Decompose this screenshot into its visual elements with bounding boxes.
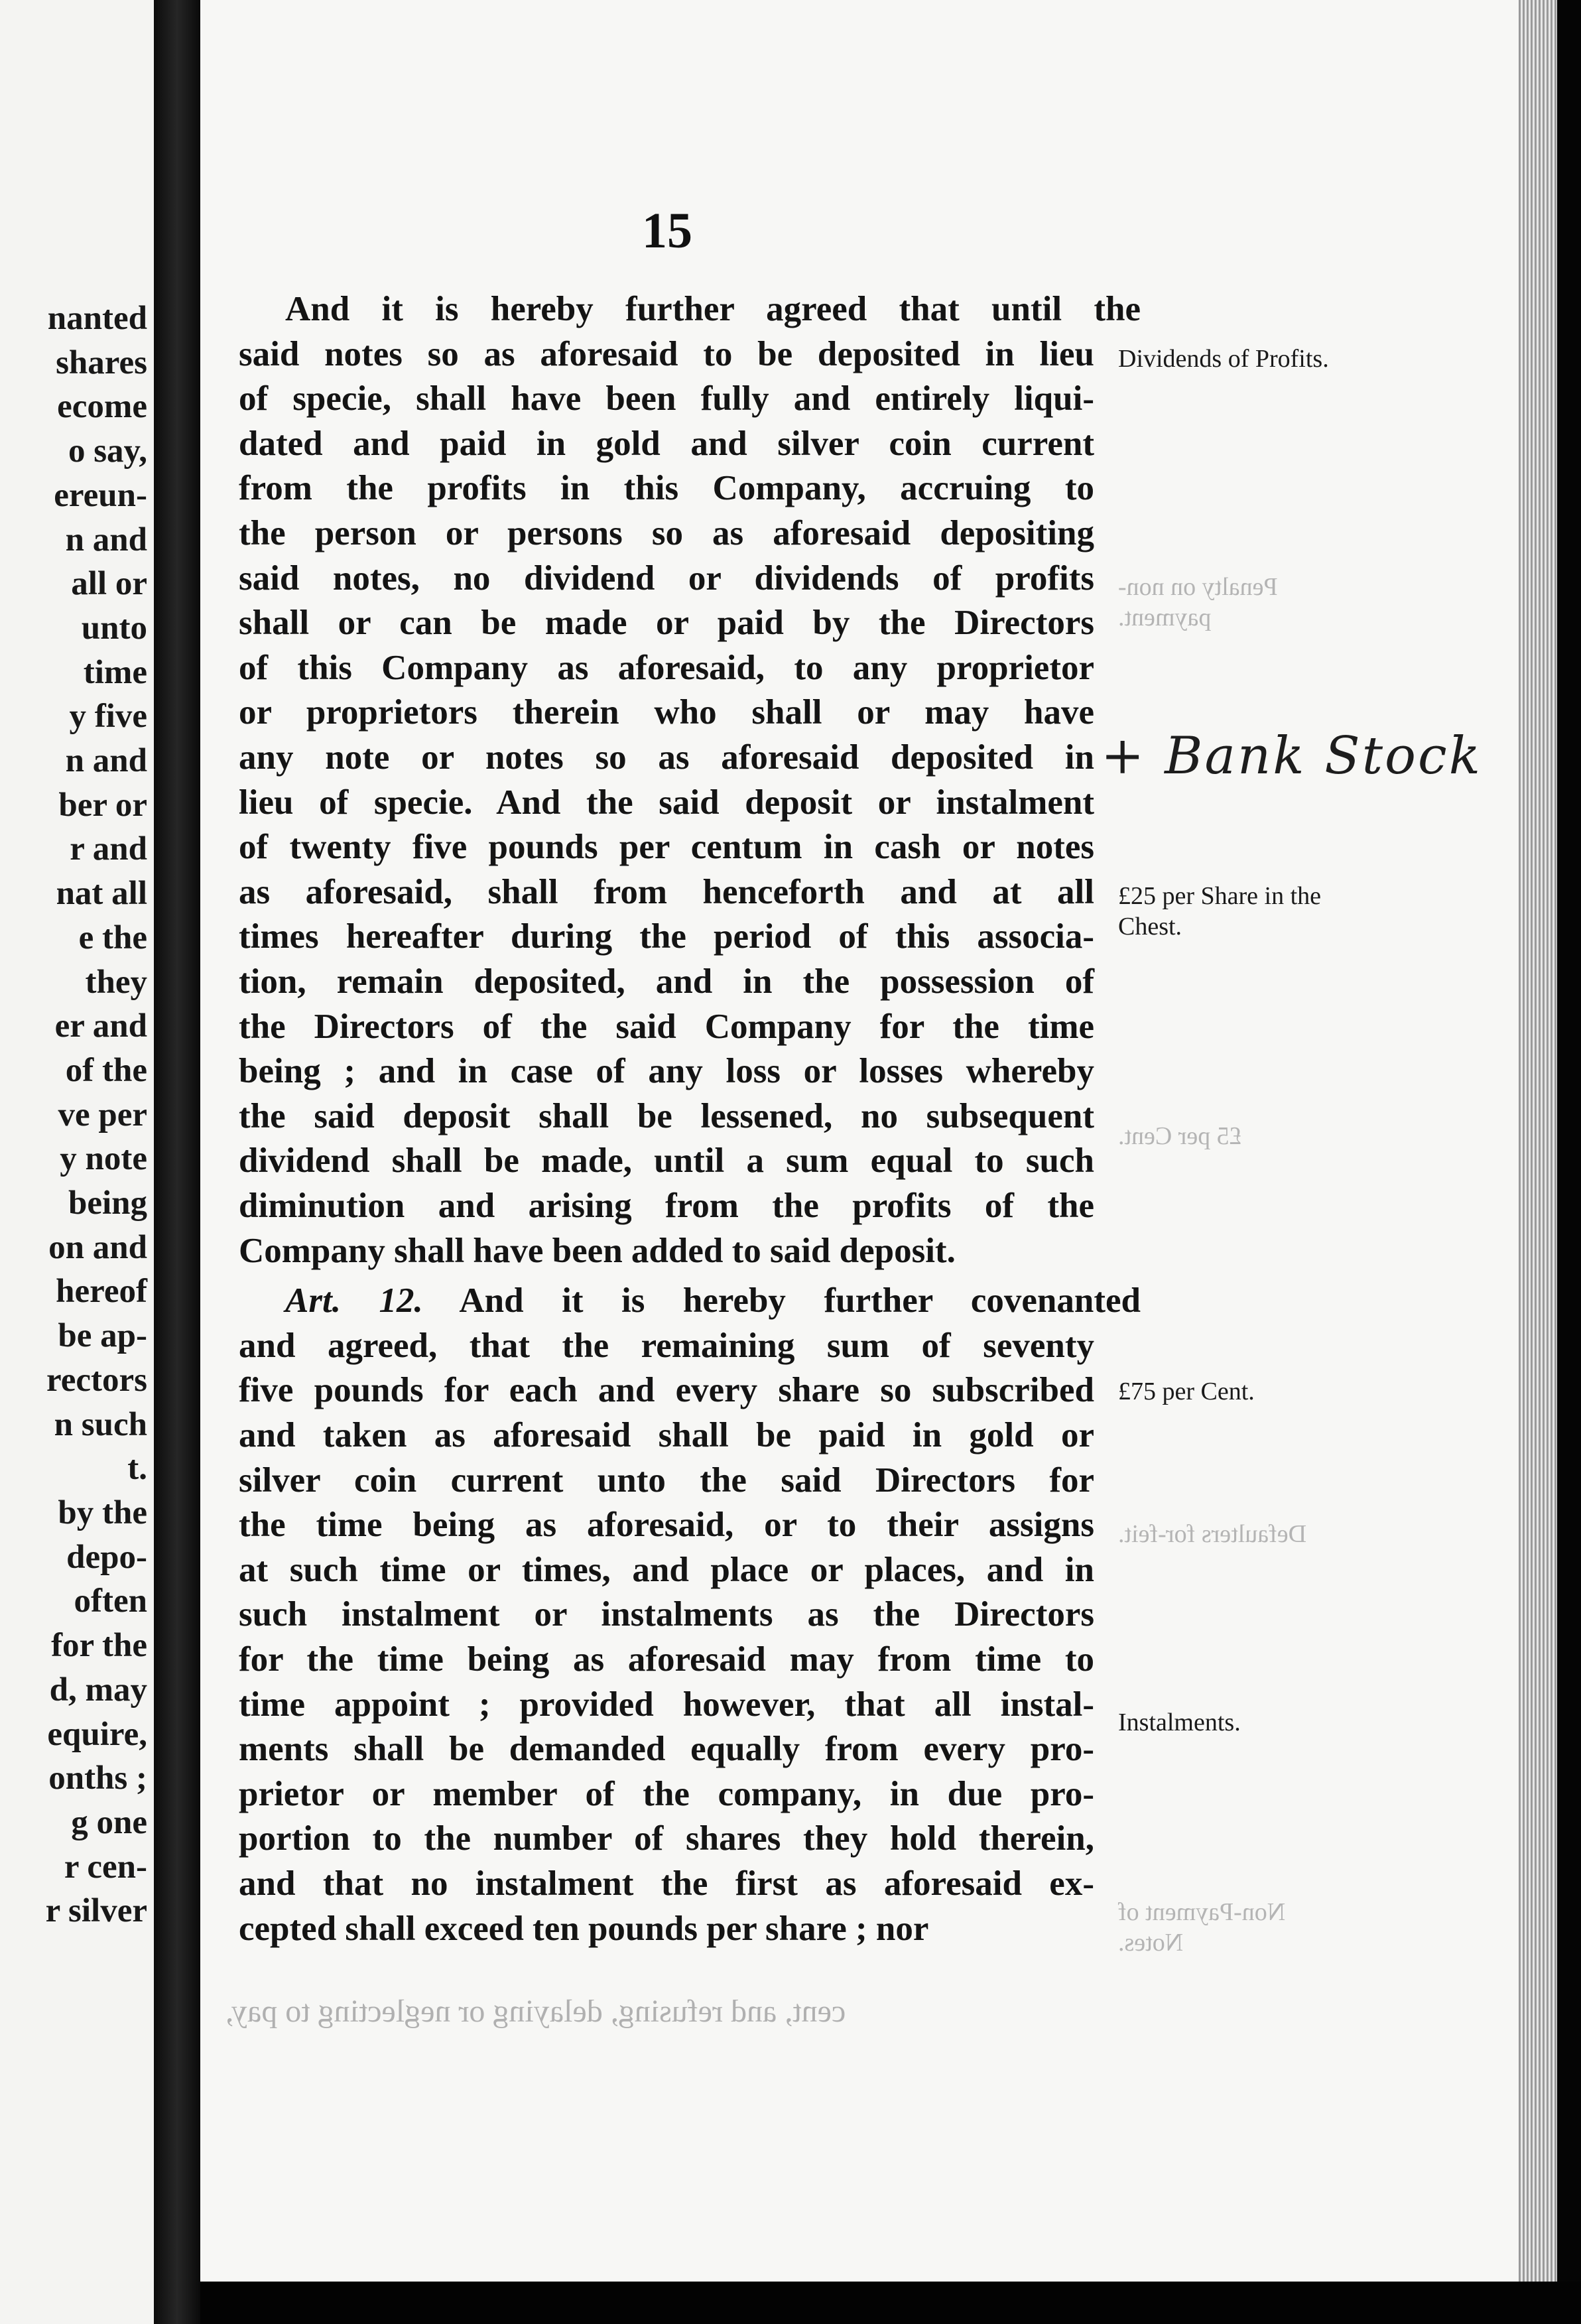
body-line: or proprietors therein who shall or may have	[239, 693, 1094, 732]
body-line: shall or can be made or paid by the Directors	[239, 604, 1094, 643]
facing-page-line: r silver	[45, 1892, 147, 1930]
show-through-note: Non-Payment of Notes.	[1118, 1898, 1286, 1957]
margin-note-seventy-five-per-cent: £75 per Cent.	[1118, 1378, 1255, 1405]
body-line: for the time being as aforesaid may from time to	[239, 1640, 1094, 1679]
body-line: silver coin current unto the said Directors for	[239, 1460, 1094, 1500]
facing-page-line: they	[85, 963, 147, 1001]
facing-page-line: onths ;	[48, 1760, 147, 1797]
body-line: five pounds for each and every share so subscribed	[239, 1371, 1094, 1410]
facing-page-line: nanted	[47, 300, 147, 337]
facing-page-fragment	[0, 0, 154, 2324]
facing-page-line: t.	[127, 1450, 147, 1488]
body-line: lieu of specie. And the said deposit or instalment	[239, 783, 1094, 822]
page-number: 15	[642, 203, 692, 259]
body-line: such instalment or instalments as the Directors	[239, 1595, 1094, 1634]
facing-page-line: g one	[71, 1803, 147, 1841]
body-line: time appoint ; provided however, that all instal-	[239, 1685, 1094, 1724]
facing-page-line: all or	[71, 565, 147, 603]
facing-page-line: y note	[60, 1140, 147, 1178]
facing-page-line: o say,	[68, 432, 147, 470]
facing-page-line: by the	[58, 1494, 147, 1531]
scan-border-right	[1557, 0, 1581, 2324]
page-fore-edge	[1519, 0, 1557, 2301]
facing-page-line: nat all	[56, 875, 147, 913]
body-line: and taken as aforesaid shall be paid in gold or	[239, 1416, 1094, 1454]
body-line: times hereafter during the period of this associa-	[239, 917, 1094, 956]
body-line: the said deposit shall be lessened, no subsequent	[239, 1096, 1094, 1135]
body-line: the time being as aforesaid, or to their assigns	[239, 1506, 1094, 1545]
facing-page-line: y five	[69, 698, 147, 736]
body-line: of twenty five pounds per centum in cash or notes	[239, 828, 1094, 867]
facing-page-line: depo-	[66, 1538, 147, 1576]
margin-note-instalments: Instalments.	[1118, 1709, 1241, 1736]
facing-page-line: on and	[48, 1228, 147, 1266]
facing-page-line: r cen-	[64, 1848, 147, 1886]
body-line: dated and paid in gold and silver coin current	[239, 424, 1094, 463]
show-through-note: £5 per Cent.	[1118, 1122, 1242, 1150]
facing-page-line: ve per	[58, 1096, 147, 1133]
body-line: the person or persons so as aforesaid depositing	[239, 514, 1094, 552]
facing-page-line: being	[68, 1185, 147, 1222]
book-gutter	[154, 0, 200, 2324]
scan-border-bottom	[200, 2282, 1581, 2324]
facing-page-line: ber or	[58, 786, 147, 824]
show-through-note: Penalty on non-payment.	[1118, 573, 1278, 631]
body-line: prietor or member of the company, in due pro-	[239, 1774, 1094, 1813]
facing-page-line: n and	[65, 521, 147, 558]
body-line: and that no instalment the first as aforesaid ex-	[239, 1864, 1094, 1903]
facing-page-line: ereun-	[54, 476, 147, 514]
facing-page-line: shares	[56, 344, 147, 381]
facing-page-line: be ap-	[58, 1317, 147, 1355]
facing-page-line: of the	[65, 1051, 147, 1089]
facing-page-line: e the	[78, 919, 147, 956]
body-line: cepted shall exceed ten pounds per share ; nor	[239, 1909, 929, 1948]
facing-page-line: equire,	[47, 1715, 147, 1753]
facing-page-line: for the	[51, 1627, 147, 1665]
body-line: from the profits in this Company, accruing to	[239, 469, 1094, 508]
facing-page-line: rectors	[46, 1361, 147, 1399]
facing-page-line: n such	[54, 1405, 147, 1443]
facing-page-line: d, may	[49, 1671, 147, 1709]
body-line: ments shall be demanded equally from every pro-	[239, 1730, 1094, 1769]
article-number: Art. 12.	[285, 1281, 423, 1321]
body-line: and agreed, that the remaining sum of seventy	[239, 1326, 1094, 1365]
body-line: at such time or times, and place or places, and in	[239, 1550, 1094, 1589]
facing-page-text	[46, 296, 147, 1933]
body-line: diminution and arising from the profits of the	[239, 1187, 1094, 1225]
show-through-note: Defaulters for-feit.	[1118, 1520, 1307, 1548]
body-line: of this Company as aforesaid, to any proprietor	[239, 648, 1094, 687]
body-line: And it is hereby further agreed that until the	[285, 290, 1141, 328]
body-line: portion to the number of shares they hold therein,	[239, 1819, 1094, 1858]
handwritten-annotation: + Bank Stock	[1101, 726, 1482, 786]
body-line: dividend shall be made, until a sum equal to such	[239, 1141, 1094, 1181]
body-line: Company shall have been added to said deposit.	[239, 1231, 956, 1270]
margin-note-dividends: Dividends of Profits.	[1118, 345, 1329, 373]
body-line: tion, remain deposited, and in the possession of	[239, 962, 1094, 1001]
facing-page-line: n and	[65, 742, 147, 780]
body-line: being ; and in case of any loss or losses whereby	[239, 1052, 1094, 1091]
body-line: any note or notes so as aforesaid deposited in	[239, 738, 1094, 777]
body-line: as aforesaid, shall from henceforth and at all	[239, 872, 1094, 911]
body-line: of specie, shall have been fully and entirely liqui-	[239, 379, 1094, 419]
facing-page-line: ecome	[57, 388, 147, 426]
facing-page-line: time	[83, 653, 147, 691]
body-line: Art. 12. And it is hereby further covenanted	[285, 1281, 1141, 1321]
body-line: said notes, no dividend or dividends of profits	[239, 558, 1094, 598]
facing-page-line: er and	[54, 1007, 147, 1045]
body-line: said notes so as aforesaid to be deposited in lieu	[239, 334, 1094, 373]
facing-page-line: r and	[70, 830, 147, 868]
margin-note-share-in-chest: £25 per Share in the Chest.	[1118, 882, 1322, 940]
facing-page-line: hereof	[56, 1273, 147, 1311]
facing-page-line: unto	[81, 609, 147, 647]
facing-page-line: often	[74, 1582, 147, 1620]
bleed-through-line: cent, and refusing, delaying or neglecting to pay,	[225, 1994, 846, 2029]
body-line: the Directors of the said Company for the time	[239, 1007, 1094, 1046]
